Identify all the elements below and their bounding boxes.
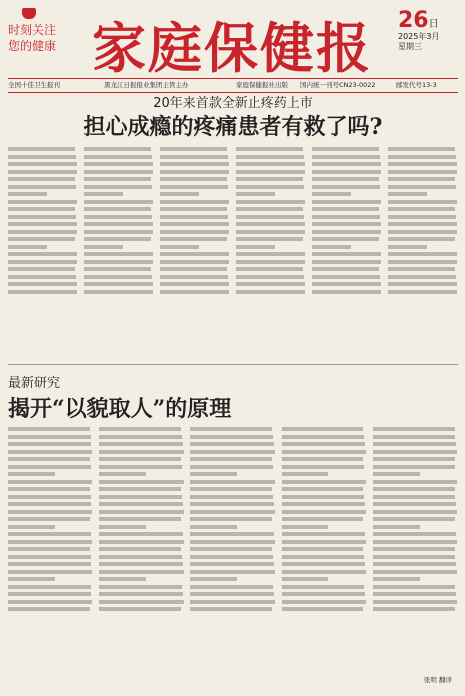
text-line	[190, 495, 273, 499]
text-line	[8, 472, 55, 476]
text-line	[99, 525, 146, 529]
text-line	[388, 207, 455, 211]
text-line	[282, 540, 366, 544]
text-line	[84, 147, 151, 151]
text-line	[190, 442, 273, 446]
text-line	[8, 540, 92, 544]
text-line	[160, 185, 228, 189]
section-divider	[8, 364, 458, 365]
text-line	[8, 290, 77, 294]
text-line	[99, 465, 182, 469]
text-line	[160, 192, 199, 196]
text-line	[282, 457, 364, 461]
text-line	[312, 215, 380, 219]
lead-story-body	[8, 144, 458, 364]
text-line	[312, 200, 381, 204]
text-line	[8, 185, 76, 189]
text-line	[190, 592, 273, 596]
text-line	[236, 222, 305, 226]
text-line	[190, 472, 237, 476]
text-line	[373, 540, 457, 544]
text-line	[84, 230, 153, 234]
text-line	[236, 275, 304, 279]
text-line	[236, 290, 305, 294]
text-line	[190, 577, 237, 581]
text-line	[84, 177, 151, 181]
text-line	[388, 170, 457, 174]
text-line	[99, 540, 183, 544]
text-line	[388, 155, 456, 159]
text-line	[282, 600, 366, 604]
text-line	[282, 525, 329, 529]
text-line	[373, 465, 456, 469]
lead-story-kicker: 20年来首款全新止疼药上市	[153, 96, 313, 111]
lead-story	[8, 96, 458, 364]
text-line	[373, 607, 455, 611]
text-line	[84, 245, 123, 249]
issue-day-unit: 日	[428, 19, 439, 30]
text-line	[236, 237, 303, 241]
text-line	[8, 577, 55, 581]
text-line	[8, 230, 77, 234]
article-column	[160, 144, 230, 364]
text-line	[8, 252, 77, 256]
lead-story-headline: 担心成瘾的疼痛患者有救了吗?	[83, 114, 383, 140]
text-line	[282, 555, 365, 559]
text-line	[190, 547, 272, 551]
text-line	[373, 495, 456, 499]
text-line	[282, 577, 329, 581]
text-line	[160, 162, 229, 166]
text-line	[312, 230, 381, 234]
text-line	[236, 200, 305, 204]
text-line	[190, 525, 237, 529]
text-line	[282, 502, 365, 506]
text-line	[373, 525, 420, 529]
text-line	[312, 237, 379, 241]
text-line	[388, 260, 457, 264]
text-line	[8, 585, 91, 589]
text-line	[8, 162, 77, 166]
text-line	[84, 155, 152, 159]
second-story-body	[8, 424, 458, 688]
text-line	[282, 607, 364, 611]
text-line	[8, 465, 91, 469]
text-line	[282, 510, 366, 514]
post-code: 邮发代号13-3	[396, 81, 437, 89]
publisher-text: 家庭保健报社出版	[236, 81, 288, 89]
text-line	[8, 200, 77, 204]
text-line	[99, 607, 181, 611]
text-line	[190, 510, 274, 514]
text-line	[84, 215, 152, 219]
text-line	[236, 147, 303, 151]
text-line	[8, 607, 90, 611]
text-line	[388, 290, 457, 294]
issue-day: 26	[398, 8, 429, 33]
text-line	[190, 450, 274, 454]
text-line	[373, 457, 455, 461]
text-line	[190, 540, 274, 544]
text-line	[312, 267, 379, 271]
text-line	[190, 480, 274, 484]
article-column	[388, 144, 458, 364]
text-line	[282, 562, 365, 566]
text-line	[99, 600, 183, 604]
text-line	[312, 185, 380, 189]
text-line	[388, 245, 427, 249]
text-line	[8, 450, 92, 454]
text-line	[282, 472, 329, 476]
text-line	[8, 547, 90, 551]
text-line	[373, 532, 456, 536]
text-line	[84, 170, 153, 174]
text-line	[388, 222, 457, 226]
text-line	[190, 427, 272, 431]
text-line	[312, 290, 381, 294]
article-column	[8, 424, 93, 688]
text-line	[236, 252, 305, 256]
text-line	[236, 192, 275, 196]
text-line	[8, 147, 75, 151]
text-line	[388, 200, 457, 204]
text-line	[373, 442, 456, 446]
text-line	[8, 275, 76, 279]
text-line	[99, 592, 182, 596]
text-line	[8, 267, 75, 271]
text-line	[99, 442, 182, 446]
text-line	[8, 237, 75, 241]
text-line	[99, 547, 181, 551]
text-line	[312, 275, 380, 279]
text-line	[282, 480, 366, 484]
text-line	[99, 427, 181, 431]
text-line	[99, 495, 182, 499]
text-line	[236, 170, 305, 174]
text-line	[282, 435, 365, 439]
sponsor-text: 黑龙江日报报业集团主管主办	[104, 81, 189, 89]
text-line	[190, 607, 272, 611]
text-line	[8, 442, 91, 446]
text-line	[99, 562, 182, 566]
text-line	[282, 442, 365, 446]
text-line	[388, 147, 455, 151]
text-line	[8, 245, 47, 249]
text-line	[160, 230, 229, 234]
text-line	[373, 502, 456, 506]
text-line	[8, 282, 77, 286]
text-line	[8, 435, 91, 439]
text-line	[373, 510, 457, 514]
text-line	[8, 532, 91, 536]
text-line	[8, 517, 90, 521]
text-line	[160, 177, 227, 181]
text-line	[388, 162, 457, 166]
article-column	[8, 144, 78, 364]
second-story	[8, 368, 458, 688]
text-line	[312, 155, 380, 159]
text-line	[236, 267, 303, 271]
text-line	[8, 177, 75, 181]
text-line	[312, 170, 381, 174]
text-line	[190, 532, 273, 536]
text-line	[236, 185, 304, 189]
text-line	[160, 200, 229, 204]
text-line	[190, 585, 273, 589]
text-line	[282, 570, 366, 574]
text-line	[388, 177, 455, 181]
text-line	[160, 170, 229, 174]
text-line	[312, 207, 379, 211]
text-line	[190, 435, 273, 439]
text-line	[373, 577, 420, 581]
cn-number: 国内统一刊号CN23-0022	[300, 81, 376, 89]
text-line	[236, 177, 303, 181]
text-line	[373, 472, 420, 476]
text-line	[160, 147, 227, 151]
text-line	[373, 435, 456, 439]
text-line	[8, 570, 92, 574]
text-line	[190, 502, 273, 506]
text-line	[312, 192, 351, 196]
text-line	[160, 245, 199, 249]
text-line	[160, 155, 228, 159]
text-line	[373, 592, 456, 596]
text-line	[8, 480, 92, 484]
text-line	[190, 562, 273, 566]
text-line	[190, 517, 272, 521]
text-line	[99, 472, 146, 476]
text-line	[99, 487, 181, 491]
text-line	[282, 450, 366, 454]
text-line	[236, 245, 275, 249]
text-line	[190, 465, 273, 469]
text-line	[373, 450, 457, 454]
text-line	[84, 260, 153, 264]
text-line	[160, 267, 227, 271]
text-line	[282, 532, 365, 536]
text-line	[99, 435, 182, 439]
text-line	[236, 260, 305, 264]
publication-info-bar	[8, 78, 458, 93]
text-line	[282, 517, 364, 521]
text-line	[190, 487, 272, 491]
text-line	[99, 450, 183, 454]
text-line	[84, 267, 151, 271]
text-line	[160, 207, 227, 211]
text-line	[84, 162, 153, 166]
text-line	[8, 155, 76, 159]
article-column	[282, 424, 367, 688]
second-story-headline: 揭开“以貌取人”的原理	[8, 396, 232, 422]
text-line	[8, 487, 90, 491]
text-line	[282, 592, 365, 596]
article-column	[190, 424, 275, 688]
text-line	[388, 185, 456, 189]
text-line	[236, 162, 305, 166]
newspaper-title: 家庭保健报	[92, 16, 372, 80]
text-line	[160, 215, 228, 219]
text-line	[84, 290, 153, 294]
text-line	[312, 162, 381, 166]
text-line	[99, 532, 182, 536]
text-line	[84, 252, 153, 256]
text-line	[8, 170, 77, 174]
text-line	[99, 577, 146, 581]
text-line	[373, 555, 456, 559]
text-line	[312, 147, 379, 151]
text-line	[190, 570, 274, 574]
text-line	[373, 427, 455, 431]
text-line	[84, 192, 123, 196]
text-line	[312, 282, 381, 286]
text-line	[160, 260, 229, 264]
text-line	[282, 427, 364, 431]
text-line	[388, 237, 455, 241]
article-column	[236, 144, 306, 364]
award-text: 全国十佳卫生报刊	[8, 81, 60, 89]
text-line	[84, 222, 153, 226]
text-line	[388, 275, 456, 279]
text-line	[84, 275, 152, 279]
text-line	[388, 230, 457, 234]
text-line	[8, 222, 77, 226]
text-line	[312, 222, 381, 226]
text-line	[8, 592, 91, 596]
text-line	[373, 585, 456, 589]
text-line	[99, 510, 183, 514]
text-line	[190, 457, 272, 461]
text-line	[8, 600, 92, 604]
issue-date	[398, 10, 458, 52]
seal-icon	[22, 8, 36, 19]
text-line	[99, 480, 183, 484]
text-line	[160, 290, 229, 294]
second-story-byline: 张明 翻译	[423, 676, 452, 684]
text-line	[373, 487, 455, 491]
text-line	[8, 260, 77, 264]
text-line	[8, 457, 90, 461]
text-line	[388, 192, 427, 196]
text-line	[388, 215, 456, 219]
text-line	[373, 480, 457, 484]
article-column	[99, 424, 184, 688]
text-line	[8, 207, 75, 211]
text-line	[84, 185, 152, 189]
text-line	[8, 555, 91, 559]
issue-year-month: 2025年3月	[398, 32, 440, 41]
text-line	[190, 600, 274, 604]
issue-weekday: 星期三	[398, 42, 422, 51]
text-line	[160, 282, 229, 286]
article-column	[373, 424, 458, 688]
text-line	[282, 585, 365, 589]
text-line	[8, 215, 76, 219]
text-line	[8, 525, 55, 529]
text-line	[84, 200, 153, 204]
article-column	[312, 144, 382, 364]
text-line	[388, 282, 457, 286]
text-line	[8, 495, 91, 499]
text-line	[282, 487, 364, 491]
slogan-line-2: 您的健康	[8, 39, 57, 53]
text-line	[84, 282, 153, 286]
text-line	[8, 510, 92, 514]
text-line	[99, 585, 182, 589]
text-line	[8, 562, 91, 566]
second-story-kicker: 最新研究	[8, 376, 61, 391]
slogan-line-1: 时刻关注	[8, 23, 57, 37]
text-line	[236, 155, 304, 159]
text-line	[8, 427, 90, 431]
text-line	[84, 207, 151, 211]
text-line	[8, 192, 47, 196]
text-line	[312, 260, 381, 264]
text-line	[190, 555, 273, 559]
text-line	[99, 457, 181, 461]
text-line	[312, 252, 381, 256]
text-line	[373, 562, 456, 566]
text-line	[373, 570, 457, 574]
text-line	[99, 517, 181, 521]
text-line	[236, 215, 304, 219]
text-line	[282, 547, 364, 551]
text-line	[160, 252, 229, 256]
text-line	[282, 465, 365, 469]
text-line	[373, 547, 455, 551]
text-line	[160, 237, 227, 241]
text-line	[99, 502, 182, 506]
text-line	[84, 237, 151, 241]
text-line	[236, 207, 303, 211]
article-column	[84, 144, 154, 364]
text-line	[388, 252, 457, 256]
text-line	[282, 495, 365, 499]
text-line	[312, 177, 379, 181]
text-line	[160, 222, 229, 226]
text-line	[236, 230, 305, 234]
text-line	[99, 555, 182, 559]
text-line	[373, 517, 455, 521]
text-line	[160, 275, 228, 279]
text-line	[388, 267, 455, 271]
text-line	[99, 570, 183, 574]
text-line	[236, 282, 305, 286]
masthead-slogan	[8, 22, 56, 54]
text-line	[8, 502, 91, 506]
text-line	[312, 245, 351, 249]
text-line	[373, 600, 457, 604]
